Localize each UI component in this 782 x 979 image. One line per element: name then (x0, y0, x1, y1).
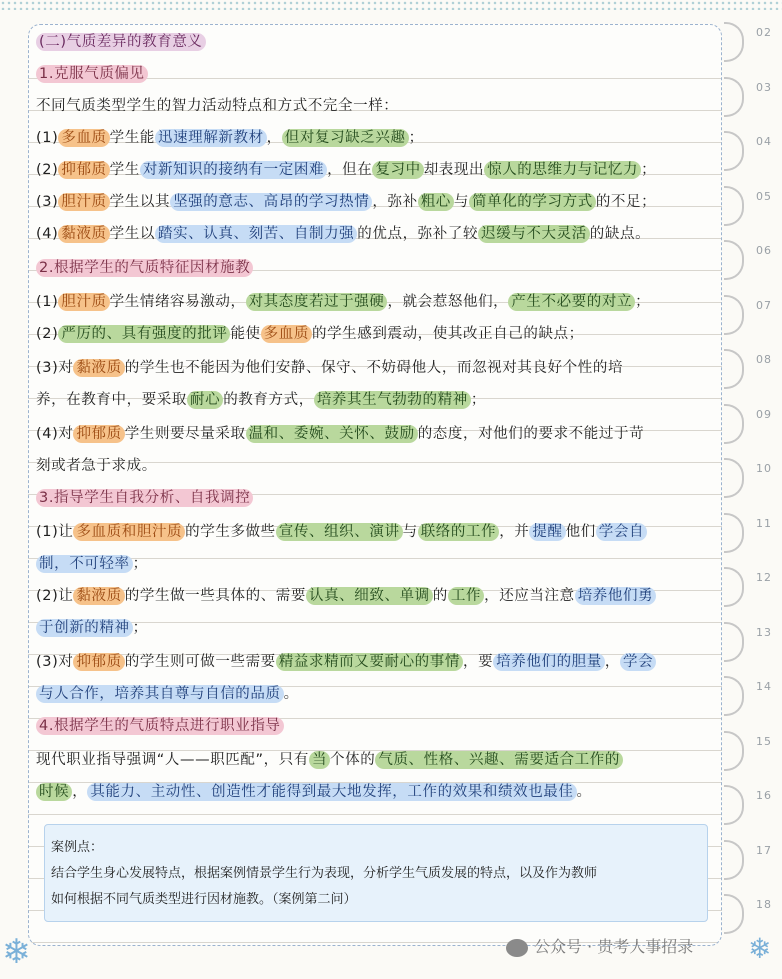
section-title: (二)气质差异的教育意义 (36, 30, 726, 54)
binder-ring (724, 131, 744, 171)
page-number: 07 (756, 298, 772, 312)
case-line-2: 如何根据不同气质类型进行因材施教。（案例第二问） (51, 892, 357, 907)
binder-ring (724, 295, 744, 335)
item-3-1a: (1)让 多血质和胆汁质 的学生多做些 宣传、组织、演讲 与 联络的工作 ，并 提醒 他们 学会自 (36, 520, 726, 544)
item-3-2a: (2)让 黏液质 的学生做一些具体的、需要 认真、细致、单调 的 工作 ，还应当注意 培养他们勇 (36, 584, 726, 608)
page-number: 12 (756, 571, 772, 584)
page-number: 08 (756, 353, 772, 366)
binder-ring (724, 22, 744, 62)
binder-ring (724, 77, 744, 117)
case-point-box (44, 824, 708, 922)
intro-text: 不同气质类型学生的智力活动特点和方式不完全一样： (36, 98, 399, 114)
page-number: 13 (756, 625, 772, 639)
item-1-4: (4) 黏液质 学生以 踏实、认真、刻苦、自制力强 的优点，弥补了较 迟缓与不大灵活 的缺点。 (36, 226, 651, 242)
page-number: 15 (756, 734, 772, 748)
page-number: 06 (756, 244, 772, 257)
binder-ring (724, 785, 744, 825)
item-4-2: 时候 ， 其能力、主动性、创造性才能得到最大地发挥，工作的效果和绩效也最佳 。 (36, 780, 726, 804)
page-number: 11 (756, 516, 772, 530)
binder-rail (722, 0, 782, 979)
item-2-4a: (4)对 抑郁质 学生则要尽量采取 温和、委婉、关怀、鼓励 的态度，对他们的要求不能过于苛 (36, 426, 645, 442)
top-dotted-band (0, 0, 782, 10)
item-3-3b: 与人合作，培养其自尊与自信的品质 。 (36, 682, 726, 706)
binder-ring (724, 240, 744, 280)
binder-ring (724, 676, 744, 716)
item-1-1: (1) 多血质 学生能 迅速理解新教材 ， 但对复习缺乏兴趣 ； (36, 130, 424, 146)
wechat-icon (506, 939, 528, 957)
page-number: 03 (756, 80, 772, 94)
binder-ring (724, 404, 744, 444)
item-3-2b: 于创新的精神 ； (36, 616, 726, 640)
page-number: 02 (756, 26, 772, 39)
heading-4: 4.根据学生的气质特点进行职业指导 (36, 714, 726, 738)
binder-ring (724, 567, 744, 607)
item-3-3a: (3)对 抑郁质 的学生则可做一些需要 精益求精而又要耐心的事情 ，要 培养他们的胆量 ， 学会 (36, 650, 726, 674)
page-number: 05 (756, 189, 772, 203)
watermark: 公众号 · 贵考人事招录 (506, 934, 693, 957)
page-number: 18 (756, 898, 772, 911)
snowflake-icon: ❄ (2, 932, 31, 972)
page-number: 16 (756, 789, 772, 802)
item-2-3a: (3)对 黏液质 的学生也不能因为他们安静、保守、不妨碍他人，而忽视对其良好个性的培 (36, 360, 624, 376)
page-number: 09 (756, 407, 772, 421)
item-1-2: (2) 抑郁质 学生 对新知识的接纳有一定困难 ，但在 复习中 却表现出 惊人的思维力与记忆力 ； (36, 162, 657, 178)
snowflake-icon: ❄ (748, 932, 772, 965)
page-number: 14 (756, 680, 772, 693)
binder-ring (724, 731, 744, 771)
page-number: 04 (756, 135, 772, 148)
heading-3: 3.指导学生自我分析、自我调控 (36, 486, 726, 510)
heading-1: 1.克服气质偏见 (36, 62, 726, 86)
heading-2: 2.根据学生的气质特征因材施教 (36, 256, 726, 280)
case-label: 案例点： (51, 840, 104, 855)
page-number: 17 (756, 843, 772, 857)
binder-ring (724, 840, 744, 880)
binder-ring (724, 458, 744, 498)
item-2-3b: 养，在教育中，要采取 耐心 的教育方式， 培养其生气勃勃的精神 ； (36, 392, 486, 408)
item-2-2: (2) 严厉的、具有强度的批评 能使 多血质 的学生感到震动，使其改正自己的缺点； (36, 326, 584, 342)
item-1-3: (3) 胆汁质 学生以其 坚强的意志、高昂的学习热情 ，弥补 粗心 与 简单化的学习方式 的不足； (36, 194, 657, 210)
binder-ring (724, 894, 744, 934)
binder-ring (724, 513, 744, 553)
page-number: 10 (756, 462, 772, 475)
item-2-1: (1) 胆汁质 学生情绪容易激动， 对其态度若过于强硬 ，就会惹怒他们， 产生不必要的对立 ； (36, 294, 651, 310)
item-3-1b: 制，不可轻率 ； (36, 552, 726, 576)
binder-ring (724, 349, 744, 389)
item-2-4b: 刻或者急于求成。 (36, 458, 157, 474)
binder-ring (724, 622, 744, 662)
item-4-1: 现代职业指导强调“人——职匹配”，只有 当 个体的 气质、性格、兴趣、需要适合工作的 (36, 748, 726, 772)
case-line-1: 结合学生身心发展特点，根据案例情景学生行为表现，分析学生气质发展的特点，以及作为教师 (51, 866, 598, 881)
binder-ring (724, 186, 744, 226)
